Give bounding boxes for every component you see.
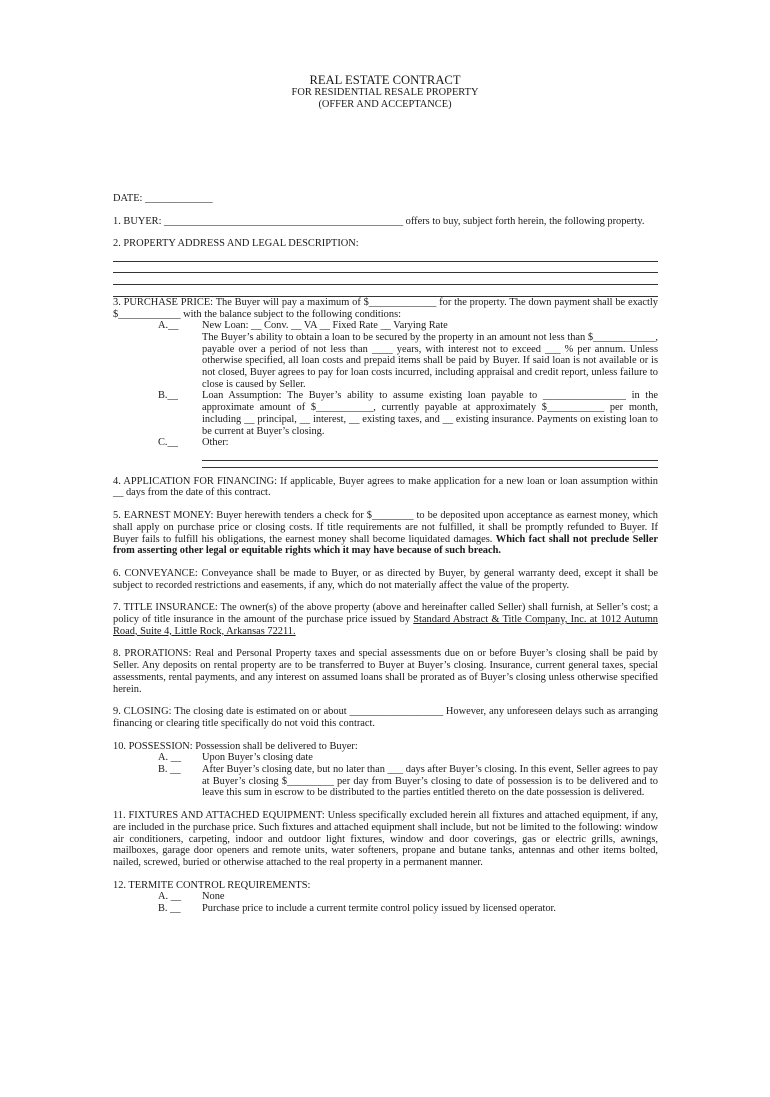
option-text: Purchase price to include a current termite control policy issued by licensed operator. xyxy=(202,903,557,915)
title-company: Standard Abstract & Title Company, Inc. at 1012 Autumn Road, Suite 4, Little Rock, Arkansas 72211. xyxy=(113,614,658,637)
condition-label[interactable]: A.__ xyxy=(158,320,179,332)
possession-option-a xyxy=(113,752,658,764)
section-termite: 12. TERMITE CONTROL REQUIREMENTS: xyxy=(113,879,311,891)
condition-label[interactable]: B.__ xyxy=(158,390,178,402)
blank-line[interactable] xyxy=(113,262,658,274)
section-prorations: 8. PRORATIONS: Real and Personal Property taxes and special assessments due on or before Buyer’s closing shall be paid by Seller. Any deposits on rental property are to be transferred to Buyer at Buyer’s closing. Insurance, current general taxes, special assessments, rental payments, and any interest on assumed loans shall be prorated as of Buyer’s closing unless otherwise specified herein. xyxy=(113,648,658,695)
date-field[interactable]: DATE: _____________ xyxy=(113,193,213,204)
section-earnest-money xyxy=(113,510,658,557)
option-text: After Buyer’s closing date, but no later than ___ days after Buyer’s closing. In this event, Seller agrees to pay at Buyer’s closing $_________ per day from Buyer’s closing to date of possession is to be delivered and to leave this sum in escrow to be distributed to the parties entitled thereto on the date possession is delivered. xyxy=(202,764,658,799)
condition-label[interactable]: C.__ xyxy=(158,437,178,449)
document-title: REAL ESTATE CONTRACT xyxy=(309,73,461,87)
section-property-address: 2. PROPERTY ADDRESS AND LEGAL DESCRIPTION: xyxy=(113,238,359,250)
section-financing: 4. APPLICATION FOR FINANCING: If applicable, Buyer agrees to make application for a new loan or loan assumption within __ days from the date of this contract. xyxy=(113,475,658,499)
possession-option-b xyxy=(113,764,658,799)
option-label[interactable]: A. __ xyxy=(158,891,182,903)
title-insurance-text: 7. TITLE INSURANCE: The owner(s) of the above property (above and hereinafter called Seller) shall furnish, at Seller’s cost; a policy of title insurance in the amount of the purchase price issued by xyxy=(113,602,658,626)
blank-line[interactable] xyxy=(113,250,658,262)
condition-loan-assumption xyxy=(113,390,658,437)
contract-page xyxy=(0,73,770,1097)
condition-new-loan xyxy=(113,320,658,390)
section-conveyance: 6. CONVEYANCE: Conveyance shall be made to Buyer, or as directed by Buyer, by general warranty deed, except it shall be subject to recorded restrictions and easements, if any, which do not materially affect the value of the property. xyxy=(113,567,658,591)
earnest-money-text: 5. EARNEST MONEY: Buyer herewith tenders a check for $________ to be deposited upon acceptance as earnest money, which shall apply on purchase price or closing costs. If title requirements are not fulfilled, it shall be promptly refunded to Buyer. If Buyer fails to fulfill his obligations, the earnest money shall become liquidated damages. xyxy=(113,510,658,545)
option-label[interactable]: A. __ xyxy=(158,752,182,764)
option-label[interactable]: B. __ xyxy=(158,903,181,915)
condition-text: Loan Assumption: The Buyer’s ability to assume existing loan payable to ________________ in the approximate amount of $___________, currently payable at approximately $___________ per month, including __ principal, __ interest, __ existing taxes, and __ existing insurance. Payments on existing loan to be current at Buyer’s closing. xyxy=(202,390,658,437)
blank-line[interactable] xyxy=(202,461,658,468)
section-closing: 9. CLOSING: The closing date is estimated on or about __________________ However, any unforeseen delays such as arranging financing or clearing title specifically do not void this contract. xyxy=(113,706,658,729)
blank-line[interactable] xyxy=(202,449,658,461)
option-text: Upon Buyer’s closing date xyxy=(202,752,313,764)
condition-heading: New Loan: __ Conv. __ VA __ Fixed Rate __ Varying Rate xyxy=(202,320,448,332)
section-possession: 10. POSSESSION: Possession shall be delivered to Buyer: xyxy=(113,740,358,752)
section-buyer: 1. BUYER: ______________________________________________ offers to buy, subject forth herein, the following property. xyxy=(113,215,645,227)
section-purchase-price: 3. PURCHASE PRICE: The Buyer will pay a maximum of $_____________ for the property. The down payment shall be exactly $____________ with the balance subject to the following conditions: xyxy=(113,296,658,320)
condition-text: Other: xyxy=(202,437,229,449)
termite-option-a xyxy=(113,891,658,903)
blank-line[interactable] xyxy=(113,285,658,297)
earnest-money-bold: Which fact shall not preclude Seller from asserting other legal or equitable rights which it may have because of such breach. xyxy=(113,533,658,557)
section-title-insurance xyxy=(113,602,658,637)
section-fixtures: 11. FIXTURES AND ATTACHED EQUIPMENT: Unless specifically excluded herein all fixtures and attached equipment, if any, are included in the purchase price. Such fixtures and attached equipment shall include, but not be limited to the following: window air conditioners, carpeting, indoor and outdoor light fixtures, window and door coverings, gas or electric grills, awnings, mailboxes, garage door openers and remote units, water softeners, propane and butane tanks, antennas and other items bolted, nailed, screwed, buried or otherwise attached to the real property in a permanent manner. xyxy=(113,810,658,868)
option-text: None xyxy=(202,891,225,903)
option-label[interactable]: B. __ xyxy=(158,764,181,776)
document-subtitle: FOR RESIDENTIAL RESALE PROPERTY xyxy=(291,87,479,98)
blank-line[interactable] xyxy=(113,273,658,285)
termite-option-b xyxy=(113,903,658,915)
condition-other xyxy=(113,437,658,467)
contract-body xyxy=(113,193,658,915)
condition-text: The Buyer’s ability to obtain a loan to be secured by the property in an amount not less than $____________, payable over a period of not less than ____ years, with interest not to exceed ___ % per annum. Unless otherwise specified, all loan costs and prepaid items shall be paid by Buyer. If said loan is not available or is not closed, Buyer agrees to pay for loan costs incurred, including appraisal and credit report, unless failure to close is caused by Seller. xyxy=(202,331,658,390)
document-subtitle-2: (OFFER AND ACCEPTANCE) xyxy=(318,98,452,110)
